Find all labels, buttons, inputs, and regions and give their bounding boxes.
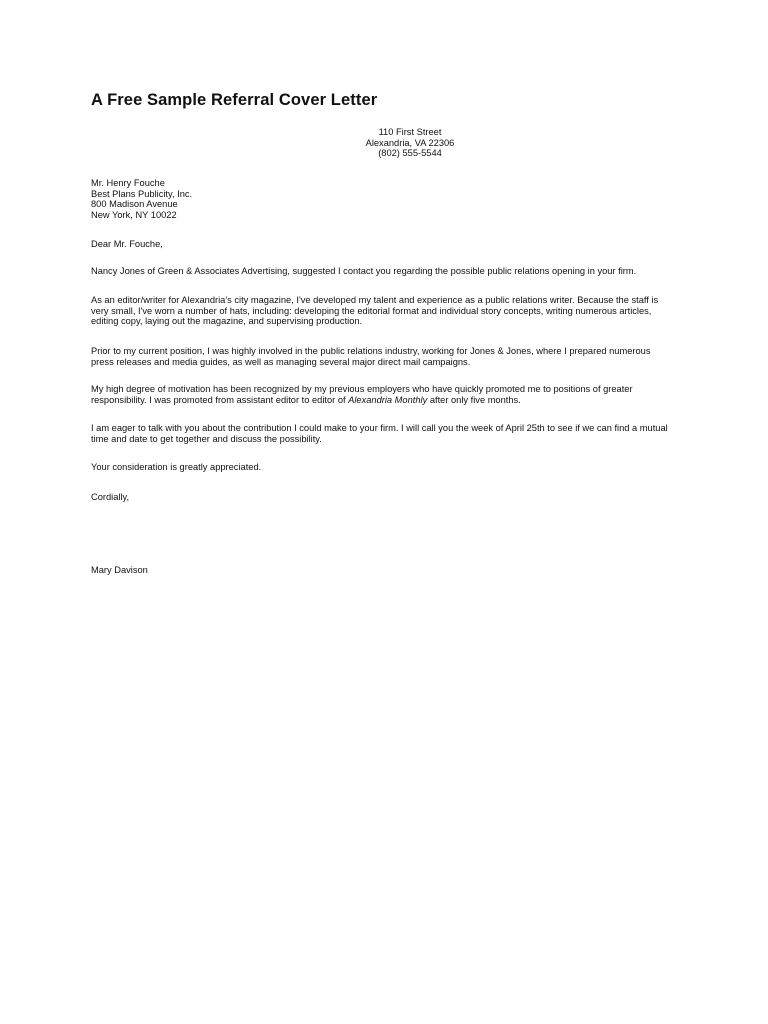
paragraph-text: responsibility. I was promoted from assistant editor to editor of (91, 394, 349, 405)
paragraph-prior-position (91, 346, 691, 367)
page-title: A Free Sample Referral Cover Letter (91, 91, 378, 109)
paragraph-line: Prior to my current position, I was highly involved in the public relations industry, working for Jones & Jones, where I prepared numerous (91, 346, 651, 356)
sender-city-state-zip: Alexandria, VA 22306 (365, 137, 455, 148)
paragraph-referral (91, 266, 691, 277)
salutation: Dear Mr. Fouche, (91, 239, 163, 249)
paragraph-follow-up (91, 423, 691, 444)
paragraph-text: after only five months. (427, 394, 521, 405)
paragraph-line: editing copy, laying out the magazine, and supervising production. (91, 316, 363, 327)
recipient-address (91, 178, 192, 220)
paragraph-line (91, 395, 691, 406)
closing: Cordially, (91, 492, 130, 502)
paragraph-motivation (91, 384, 691, 405)
paragraph-line: Your consideration is greatly appreciated. (91, 462, 262, 472)
sender-address (280, 127, 540, 159)
recipient-company: Best Plans Publicity, Inc. (91, 188, 193, 199)
paragraph-line: time and date to get together and discuss the possibility. (91, 433, 322, 444)
recipient-name: Mr. Henry Fouche (91, 178, 165, 188)
recipient-street: 800 Madison Avenue (91, 199, 178, 210)
paragraph-line: press releases and media guides, as well as managing several major direct mail campaigns. (91, 356, 471, 367)
paragraph-line: very small, I've worn a number of hats, including: developing the editorial format and individual story concepts, writing numerous articles, (91, 305, 652, 316)
magazine-title: Alexandria Monthly (348, 394, 428, 405)
paragraph-experience (91, 295, 691, 327)
paragraph-line: Nancy Jones of Green & Associates Advertising, suggested I contact you regarding the possible public relations opening in your firm. (91, 266, 637, 276)
recipient-city-state-zip: New York, NY 10022 (91, 209, 177, 220)
sender-phone: (802) 555-5544 (378, 148, 442, 159)
paragraph-line: I am eager to talk with you about the contribution I could make to your firm. I will call you the week of April 25th to see if we can find a mutual (91, 423, 668, 433)
signature-name: Mary Davison (91, 565, 148, 575)
sender-street: 110 First Street (378, 127, 442, 137)
paragraph-line: As an editor/writer for Alexandria's city magazine, I've developed my talent and experience as a public relations writer. Because the staff is (91, 295, 659, 305)
paragraph-line: My high degree of motivation has been recognized by my previous employers who have quickly promoted me to positions of greater (91, 384, 633, 394)
paragraph-appreciation (91, 462, 691, 473)
